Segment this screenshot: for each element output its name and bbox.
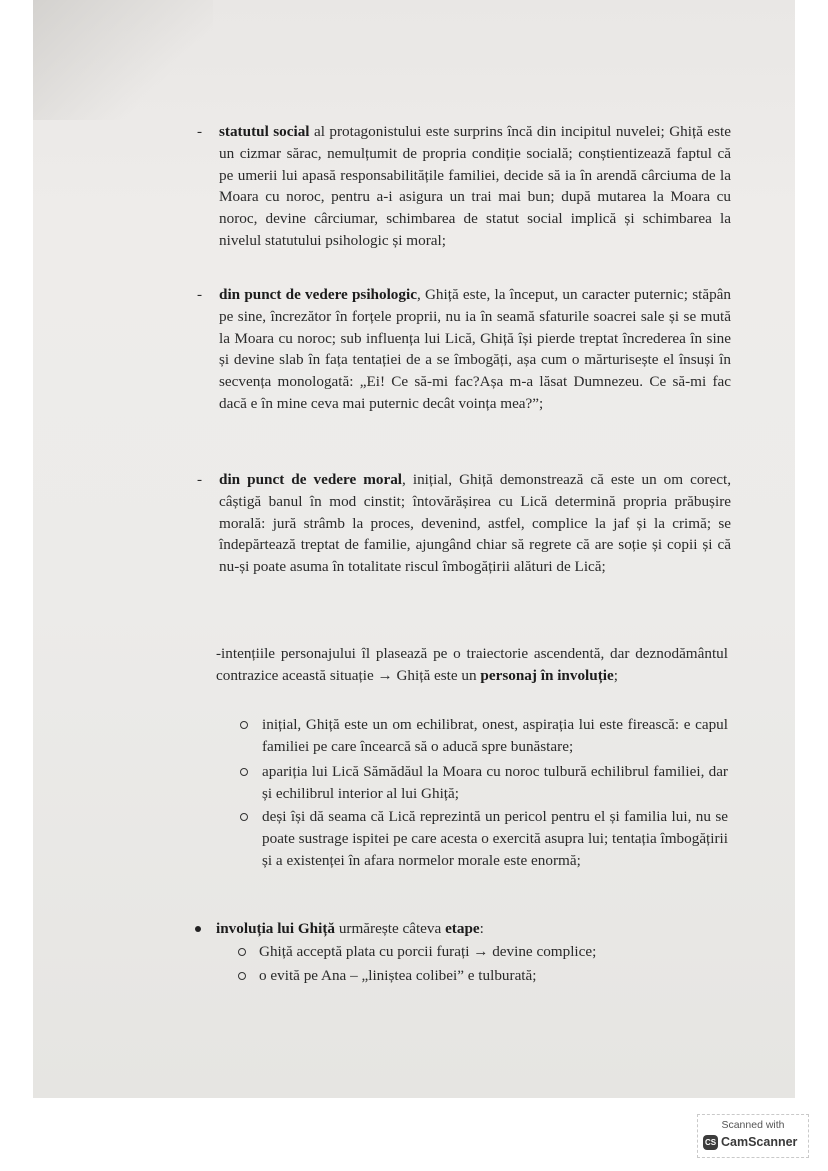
item-heading: statutul social bbox=[219, 123, 310, 140]
circle-item bbox=[262, 761, 728, 805]
item-heading: din punct de vedere moral bbox=[219, 471, 403, 488]
dash-marker: - bbox=[197, 471, 203, 488]
intent-paragraph bbox=[216, 643, 728, 687]
scanned-page bbox=[33, 0, 795, 1098]
circle-item bbox=[262, 806, 728, 871]
item-body: al protagonistului este surprins încă din incipitul nuvelei; Ghiță este un cizmar sărac, nemulțumit de propria condiție socială; conștientizează faptul că pe umerii lui apasă responsabilitățile familiei, decide să ia în arendă cârciuma de la Moara cu noroc, pentru a-i asigura un trai mai bun; după mutarea la Moara cu noroc, devine cârciumar, schimbarea de statut social implică și schimbarea la nivelul statutului psihologic și moral; bbox=[219, 123, 731, 249]
bullet-bold-2: etape bbox=[445, 920, 480, 937]
circle-item bbox=[262, 714, 728, 758]
list-item-social-status bbox=[197, 121, 731, 252]
bullet-tail: : bbox=[479, 920, 484, 937]
camscanner-badge bbox=[697, 1114, 809, 1158]
step-text: Ghiță acceptă plata cu porcii furați → devine complice; bbox=[259, 943, 597, 960]
circle-bullet-icon bbox=[238, 948, 246, 956]
bullet-mid: urmărește câteva bbox=[335, 920, 446, 937]
item-body: , inițial, Ghiță demonstrează că este un om corect, câștigă banul în mod cinstit; întovărășirea cu Lică determină propria prăbușire morală: jură strâmb la proces, devenind, astfel, complice la jaf și la crimă; se îndepărtează treptat de familie, ajungând chiar să regrete că are soție și copii și că nu-și poate asuma în totalitate riscul îmbogățirii alături de Lică; bbox=[219, 471, 731, 576]
dash-marker: - bbox=[197, 123, 203, 140]
step-item bbox=[259, 941, 729, 963]
item-paragraph bbox=[219, 469, 731, 578]
step-item bbox=[259, 965, 729, 987]
intent-text: -intențiile personajului îl plasează pe o traiectorie ascendentă, dar deznodământul contrazice această situație → Ghiță este un bbox=[216, 645, 728, 684]
circle-item-text: apariția lui Lică Sămădăul la Moara cu noroc tulbură echilibrul familiei, dar și echilibrul interior al lui Ghiță; bbox=[262, 763, 728, 802]
camscanner-logo-icon: CS bbox=[703, 1135, 718, 1150]
bullet-bold-1: involuția lui Ghiță bbox=[216, 920, 336, 937]
badge-caption: Scanned with bbox=[721, 1119, 785, 1131]
badge-app-name: CamScanner bbox=[721, 1135, 798, 1149]
bullet-dot-icon bbox=[195, 926, 201, 932]
list-item-psychological bbox=[197, 284, 731, 415]
page-corner-shadow bbox=[33, 0, 213, 120]
circle-item-text: deși își dă seama că Lică reprezintă un pericol pentru el și familia lui, nu se poate sustrage ispitei pe care acesta o exercită asupra lui; tentația îmbogățirii și a existenței în afara normelor morale este enormă; bbox=[262, 808, 728, 869]
item-heading: din punct de vedere psihologic bbox=[219, 286, 417, 303]
item-paragraph bbox=[219, 121, 731, 252]
circle-item-text: inițial, Ghiță este un om echilibrat, onest, aspirația lui este firească: e capul familiei pe care încearcă să o aducă spre bunăstare; bbox=[262, 716, 728, 755]
circle-bullet-icon bbox=[240, 813, 248, 821]
list-item-moral bbox=[197, 469, 731, 578]
item-paragraph bbox=[219, 284, 731, 415]
dash-marker: - bbox=[197, 286, 203, 303]
intent-bold: personaj în involuție bbox=[480, 666, 614, 684]
intent-tail: ; bbox=[613, 666, 618, 684]
circle-bullet-icon bbox=[238, 972, 246, 980]
item-body: , Ghiță este, la început, un caracter puternic; stăpân pe sine, încrezător în forțele proprii, nu ia în seamă sfaturile soacrei sale și se mută la Moara cu noroc; sub influența lui Lică, Ghiță își pierde treptat încrederea în sine și devine slab în fața tentației de a se îmbogăți, așa cum o mărturisește el însuși în secvența monologată: „Ei! Ce să-mi fac?Așa m-a lăsat Dumnezeu. Ce să-mi fac dacă e în mine ceva mai puternic decât voința mea?”; bbox=[219, 286, 731, 412]
step-text: o evită pe Ana – „liniștea colibei” e tulburată; bbox=[259, 967, 537, 984]
bullet-item-involution bbox=[216, 918, 728, 940]
bullet-text bbox=[216, 918, 728, 940]
circle-bullet-icon bbox=[240, 768, 248, 776]
circle-bullet-icon bbox=[240, 721, 248, 729]
